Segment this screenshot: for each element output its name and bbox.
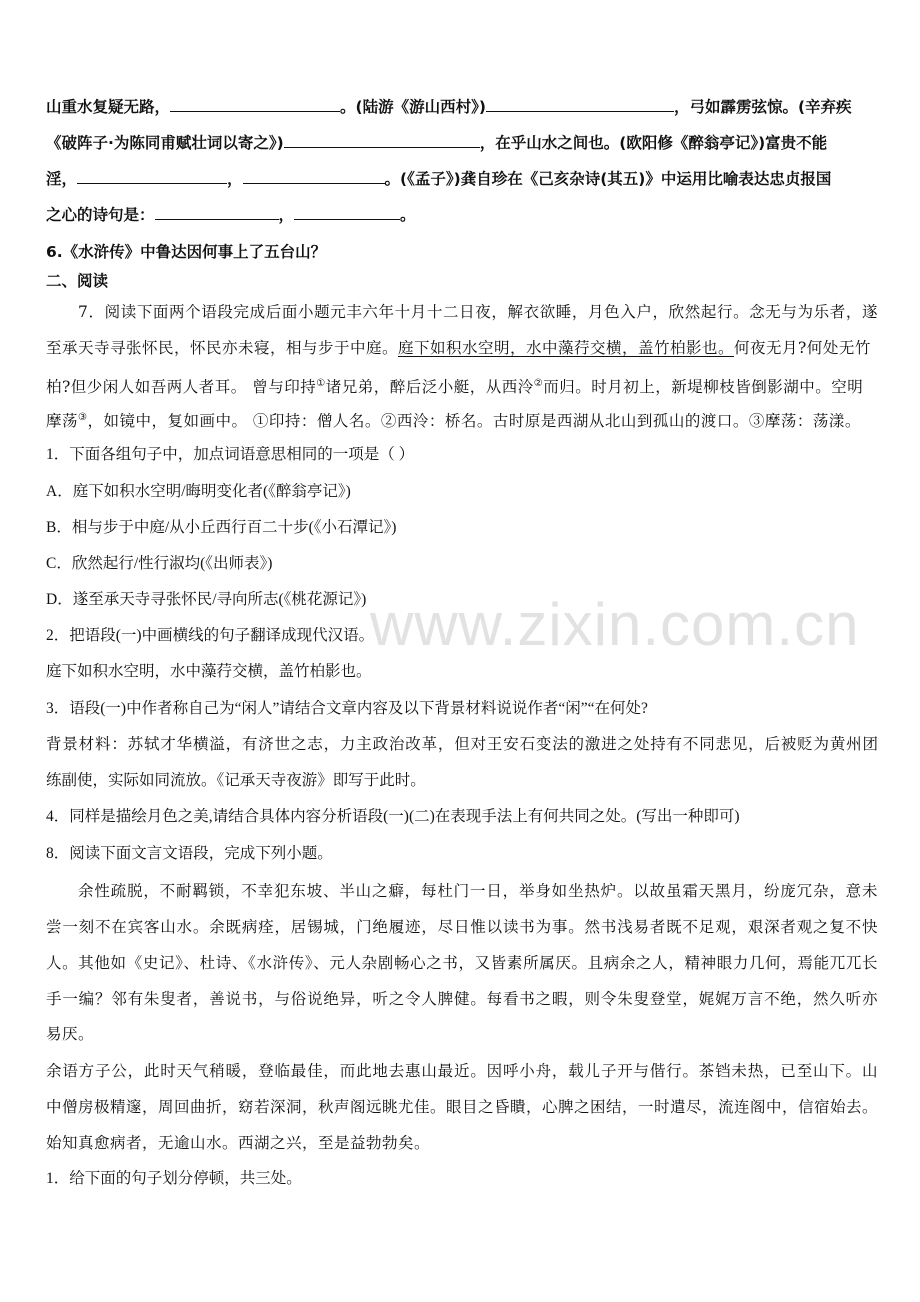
passage-text: 柏?但少闲人如吾两人者耳。 曾与印持 — [46, 378, 317, 397]
fill-line-4 — [46, 203, 878, 227]
answer-blank[interactable] — [243, 168, 385, 184]
fill-line-3 — [46, 167, 878, 191]
passage-text: 何夜无月?何处无竹 — [734, 339, 871, 357]
q8-passage-line: 易厌。 — [46, 1025, 95, 1043]
q7-passage-line: 7．阅读下面两个语段完成后面小题元丰六年十月十二日夜，解衣欲睡，月色入户，欣然起行。念无与为乐者，遂 — [78, 303, 878, 321]
option-b[interactable]: B．相与步于中庭/从小丘西行百二十步(《小石潭记》) — [46, 519, 397, 536]
fill-text: 之心的诗句是： — [46, 206, 155, 224]
option-c[interactable]: C．欣然起行/性行淑均(《出师表》) — [46, 555, 273, 572]
fill-text: ， — [227, 170, 243, 188]
q7-subquestion-3: 3．语段(一)中作者称自己为“闲人”请结合文章内容及以下背景材料说说作者“闲”“在何处? — [46, 700, 648, 717]
answer-blank[interactable] — [170, 96, 340, 112]
q7-translate-sentence: 庭下如积水空明，水中藻荇交横，盖竹柏影也。 — [46, 663, 372, 680]
underlined-sentence: 庭下如积水空明，水中藻荇交横，盖竹柏影也。 — [398, 339, 735, 357]
fill-text: ， — [278, 206, 295, 224]
fill-line-2 — [46, 131, 878, 155]
passage-text: 摩荡 — [46, 412, 79, 431]
footnote-mark: ③ — [78, 412, 88, 423]
answer-blank[interactable] — [77, 168, 227, 184]
q7-passage-line — [46, 372, 878, 399]
q8-passage-line: 尝一刻不在宾客山水。余既病痊，居锡城，门绝履迹，尽日惟以读书为事。然书浅易者既不足观，艰深者观之复不快 — [46, 918, 878, 936]
q7-subquestion-2: 2．把语段(一)中画横线的句子翻译成现代汉语。 — [46, 627, 375, 644]
q8-passage-line: 手一编？邻有朱叟者，善说书，与俗说绝异，听之令人脾健。每看书之暇，则令朱叟登堂，娓娓万言不绝，然久听亦 — [46, 990, 878, 1008]
question-8-title: 8．阅读下面文言文语段，完成下列小题。 — [46, 845, 333, 862]
q8-passage-line: 中僧房极精邃，周回曲折，窈若深洞，秋声阁远眺尤佳。眼目之昏瞶，心脾之困结，一时遣尽，流连阁中，信宿始去。 — [46, 1098, 879, 1116]
fill-text: 。(《孟子》)龚自珍在《己亥杂诗(其五)》中运用比喻表达忠贞报国 — [384, 170, 832, 188]
fill-text: 。(陆游《游山西村》) — [340, 98, 486, 116]
fill-text: 。 — [400, 206, 416, 224]
q8-passage-line: 始知真愈病者，无逾山水。西湖之兴，至是益勃勃矣。 — [46, 1134, 431, 1152]
answer-blank[interactable] — [284, 132, 480, 148]
q8-passage-line: 人。其他如《史记》、杜诗、《水浒传》、元人杂剧畅心之书，又皆素所属厌。且病余之人，精神眼力几何，焉能兀兀长 — [46, 954, 878, 972]
answer-blank[interactable] — [155, 204, 279, 220]
fill-text: ，在乎山水之间也。(欧阳修《醉翁亭记》)富贵不能 — [479, 134, 828, 152]
fill-text: 淫， — [46, 170, 78, 188]
footnote-mark: ① — [316, 378, 326, 389]
passage-text: 诸兄弟，醉后泛小艇，从西泠 — [325, 378, 534, 397]
answer-blank[interactable] — [294, 204, 400, 220]
option-a[interactable]: A．庭下如积水空明/晦明变化者(《醉翁亭记》) — [46, 483, 351, 500]
section-heading: 二、阅读 — [46, 272, 109, 290]
fill-text: 《破阵子·为陈同甫赋壮词以寄之》) — [46, 134, 284, 152]
background-material: 练副使，实际如同流放。《记承天寺夜游》即写于此时。 — [46, 772, 426, 789]
passage-text: ，如镜中，复如画中。 ①印持：僧人名。②西泠：桥名。古时原是西湖从北山到孤山的渡口。③摩荡：荡漾。 — [87, 412, 861, 431]
question-6: 6.《水浒传》中鲁达因何事上了五台山？ — [46, 243, 327, 261]
q7-subquestion-1: 1．下面各组句子中，加点词语意思相同的一项是（ ） — [46, 446, 415, 463]
fill-text: ，弓如霹雳弦惊。(辛弃疾 — [673, 98, 852, 116]
q7-passage-line — [46, 336, 878, 360]
fill-line-1 — [46, 95, 878, 119]
fill-text: 山重水复疑无路， — [46, 98, 171, 116]
passage-text: 至承天寺寻张怀民，怀民亦未寝，相与步于中庭。 — [46, 339, 399, 357]
passage-text: 而归。时月初上，新堤柳枝皆倒影湖中。空明 — [543, 378, 864, 397]
q8-subquestion-1: 1．给下面的句子划分停顿，共三处。 — [46, 1170, 302, 1187]
q7-subquestion-4: 4．同样是描绘月色之美,请结合具体内容分析语段(一)(二)在表现手法上有何共同之处。(写出一种即可) — [46, 808, 740, 825]
q7-passage-line — [46, 406, 878, 433]
footnote-mark: ② — [533, 378, 544, 389]
answer-blank[interactable] — [486, 96, 674, 112]
option-d[interactable]: D．遂至承天寺寻张怀民/寻向所志(《桃花源记》) — [46, 591, 367, 608]
q8-passage-line: 余语方子公，此时天气稍暖，登临最佳，而此地去惠山最近。因呼小舟，载儿子开与偕行。茶铛未热，已至山下。山 — [46, 1062, 878, 1080]
background-material: 背景材料：苏轼才华横溢，有济世之志，力主政治改革，但对王安石变法的激进之处持有不同悲见，后被贬为黄州团 — [46, 736, 878, 753]
q8-passage-line: 余性疏脱，不耐羁锁，不幸犯东坡、半山之癖，每杜门一日，举身如坐热炉。以故虽霜天黑月，纷庞冗杂，意未 — [78, 882, 878, 900]
watermark: www.zixin.com.cn — [370, 591, 860, 658]
